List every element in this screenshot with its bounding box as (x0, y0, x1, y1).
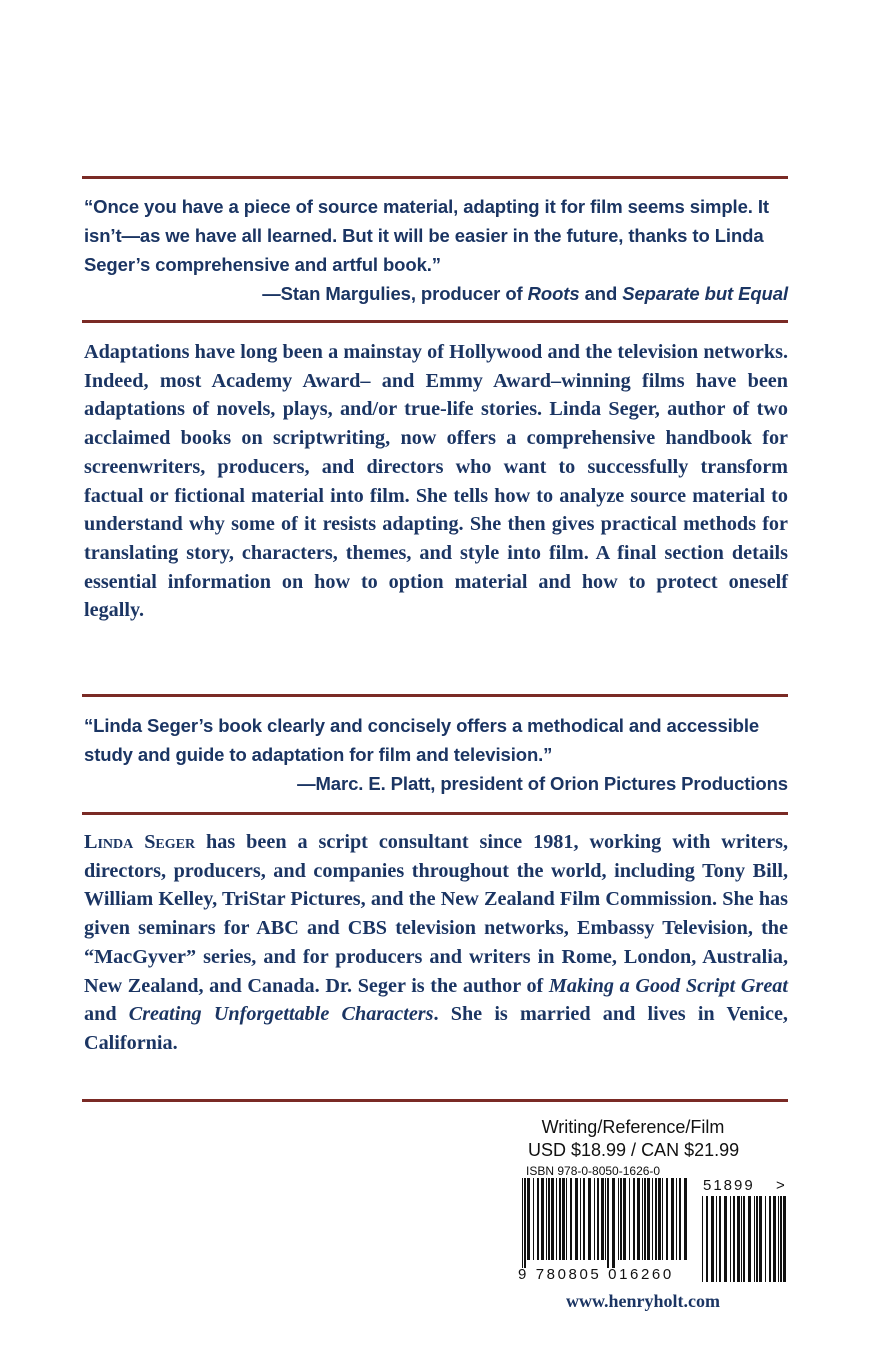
barcode-bar (702, 1196, 703, 1282)
barcode-bar (607, 1178, 609, 1268)
addon-digits: 51899 (703, 1177, 755, 1194)
barcode-bar (623, 1178, 626, 1260)
barcode-bar (605, 1178, 606, 1260)
barcode-bar (562, 1178, 565, 1260)
barcode-bar (765, 1196, 766, 1282)
barcode-bar (620, 1178, 622, 1260)
barcode-bar (716, 1196, 717, 1282)
quote-1-attribution: —Stan Margulies, producer of Roots and Separate but Equal (262, 283, 788, 304)
barcode-bar (759, 1196, 762, 1282)
quote-stan-margulies (84, 192, 788, 308)
barcode-bar (566, 1178, 567, 1260)
barcode-bar (724, 1196, 727, 1282)
book-title-2: Creating Unforgettable Characters (128, 1003, 434, 1026)
barcode-bar (748, 1196, 751, 1282)
barcode-bar (637, 1178, 640, 1260)
barcode-bar (652, 1178, 653, 1260)
barcode-bar (671, 1178, 674, 1260)
barcode-bar (612, 1178, 615, 1268)
barcode-bar (780, 1196, 782, 1282)
price-label: USD $18.99 / CAN $21.99 (528, 1140, 740, 1160)
barcode-bar (666, 1178, 668, 1260)
barcode-bar (711, 1196, 714, 1282)
barcode-bar (756, 1196, 758, 1282)
divider-rule-3 (82, 694, 788, 697)
bio-text: Linda Seger has been a script consultant since 1981, working with writers, directors, producers, and companies throughout the world, including Tony Bill, William Kelley, TriStar Pictures, and the New Zealand Film Commission. She has given seminars for ABC and CBS television networks, Embassy Television, the “MacGyver” series, and for producers and writers in Rome, London, Australia, New Zealand, and Canada. Dr. Seger is the author of Making a Good Script Great and Creating Unforgettable Characters. She is married and lives in Venice, California. (84, 831, 788, 1054)
barcode-bar (601, 1178, 604, 1260)
barcode-bar (642, 1178, 643, 1260)
barcode-bar (548, 1178, 550, 1260)
barcode-bar (524, 1178, 526, 1268)
barcode-bar (676, 1178, 677, 1260)
barcode-bar (533, 1178, 534, 1260)
addon-arrow: > (776, 1177, 785, 1194)
barcode-bar (537, 1178, 539, 1260)
barcode-bar (546, 1178, 547, 1260)
barcode-bar (719, 1196, 721, 1282)
barcode-bar (583, 1178, 585, 1260)
quote-2-text: “Linda Seger’s book clearly and concisely offers a methodical and accessible study and guide to adaptation for film and television.” (84, 715, 760, 765)
barcode-bar (556, 1178, 557, 1260)
barcode-bar (559, 1178, 561, 1260)
barcode-bar (783, 1196, 786, 1282)
ean-barcode (522, 1178, 692, 1268)
barcode-bar (633, 1178, 635, 1260)
barcode-bar (541, 1178, 544, 1260)
barcode-bar (658, 1178, 661, 1260)
barcode-bar (743, 1196, 745, 1282)
barcode-bar (588, 1178, 591, 1260)
barcode-bar (570, 1178, 572, 1260)
barcode-bar (733, 1196, 735, 1282)
barcode-bar (684, 1178, 687, 1260)
barcode-bar (527, 1178, 530, 1260)
barcode-bar (644, 1178, 646, 1260)
barcode-bar (551, 1178, 554, 1260)
barcode-bar (730, 1196, 731, 1282)
barcode-bar (773, 1196, 776, 1282)
barcode-bar (778, 1196, 779, 1282)
author-name: Linda Seger (84, 831, 196, 853)
barcode-bar (522, 1178, 523, 1268)
barcode-bar (655, 1178, 657, 1260)
ean-digits: 9 780805 016260 (518, 1266, 674, 1283)
divider-rule-1 (82, 176, 788, 179)
barcode-bar (769, 1196, 771, 1282)
publisher-website: www.henryholt.com (566, 1291, 720, 1311)
isbn-label: ISBN 978-0-8050-1626-0 (526, 1164, 661, 1178)
subject-category: Writing/Reference/Film (541, 1117, 725, 1137)
barcode-bar (575, 1178, 578, 1260)
barcode-bar (594, 1178, 595, 1260)
barcode-bar (629, 1178, 630, 1260)
description-text: Adaptations have long been a mainstay of Hollywood and the television networks. Indeed, most Academy Award– and Emmy Award–winning films have been adaptations of novels, plays, and/or true-life stories. Linda Seger, author of two acclaimed books on scriptwriting, now offers a comprehensive handbook for screenwriters, producers, and directors who want to successfully transform factual or fictional material into film. She tells how to analyze source material to understand why some of it resists adapting. She then gives practical methods for translating story, characters, themes, and style into film. A final section details essential information on how to option material and how to protect oneself legally. (84, 341, 788, 622)
barcode-bar (737, 1196, 740, 1282)
barcode-bar (754, 1196, 755, 1282)
addon-barcode (702, 1196, 786, 1290)
barcode-bar (662, 1178, 663, 1260)
barcode-bar (580, 1178, 581, 1260)
author-bio (84, 828, 788, 1058)
barcode-bar (647, 1178, 650, 1260)
quote-marc-platt (84, 711, 788, 798)
barcode-bar (597, 1178, 599, 1260)
book-description (84, 338, 788, 625)
barcode-bar (618, 1178, 619, 1260)
divider-rule-2 (82, 320, 788, 323)
divider-rule-4 (82, 812, 788, 815)
quote-2-attribution: —Marc. E. Platt, president of Orion Pictures Productions (297, 773, 788, 794)
quote-1-text: “Once you have a piece of source material, adapting it for film seems simple. It isn’t—as we have all learned. But it will be easier in the future, thanks to Linda Seger’s comprehensive and artful book.” (84, 196, 769, 275)
barcode-bar (741, 1196, 742, 1282)
barcode-bar (679, 1178, 681, 1260)
divider-rule-5 (82, 1099, 788, 1102)
book-title-1: Making a Good Script Great (548, 974, 788, 997)
barcode-bar (706, 1196, 708, 1282)
